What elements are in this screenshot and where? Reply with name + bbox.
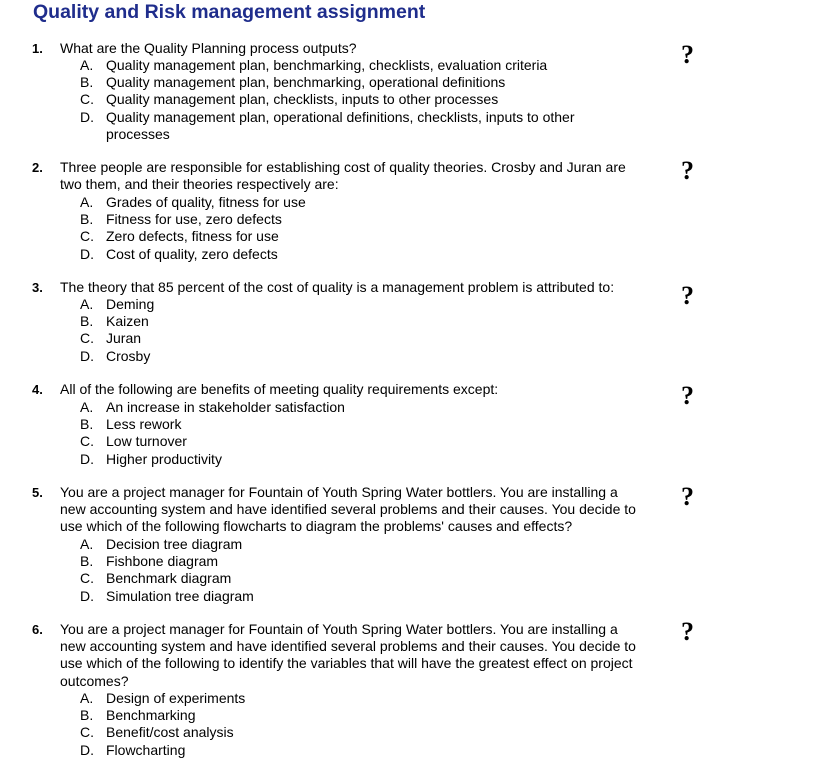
option-letter: C. [80, 228, 94, 245]
option-text: Higher productivity [106, 450, 222, 467]
option-text: Simulation tree diagram [106, 587, 254, 604]
option-text: Cost of quality, zero defects [106, 245, 278, 262]
question-text-line: You are a project manager for Fountain of Youth Spring Water bottlers. You are installing a [60, 484, 618, 500]
question-number: 6. [32, 622, 43, 637]
answer-option-a[interactable] [80, 536, 640, 553]
option-text: Low turnover [106, 433, 187, 450]
answer-option-b[interactable] [80, 211, 640, 228]
answer-option-c[interactable] [80, 91, 640, 108]
option-text: Kaizen [106, 313, 149, 330]
answer-option-d[interactable] [80, 451, 640, 468]
question-text-line: All of the following are benefits of meeting quality requirements except: [60, 381, 499, 397]
option-letter: B. [80, 553, 94, 570]
option-text: Decision tree diagram [106, 536, 243, 552]
question-number: 4. [32, 382, 43, 397]
question-text-line: new accounting system and have identified several problems and their causes. You decide to [60, 501, 636, 518]
question-number: 5. [32, 485, 43, 500]
answer-option-b[interactable] [80, 74, 640, 91]
option-letter: C. [80, 433, 94, 450]
answer-option-c[interactable] [80, 228, 640, 245]
answer-option-b[interactable] [80, 416, 640, 433]
question-number: 2. [32, 160, 43, 175]
question-number: 3. [32, 280, 43, 295]
answer-option-c[interactable] [80, 330, 640, 347]
question-text-line: Three people are responsible for establishing cost of quality theories. Crosby and Juran are [60, 159, 626, 175]
answer-option-b[interactable] [80, 553, 640, 570]
question-text [60, 279, 682, 296]
question-text-line: new accounting system and have identified several problems and their causes. You decide to [60, 638, 636, 655]
answer-option-a[interactable] [80, 296, 640, 313]
answer-option-d[interactable] [80, 348, 640, 365]
option-text: Benchmark diagram [106, 570, 232, 587]
page-title: Quality and Risk management assignment [33, 1, 426, 23]
question-mark-icon[interactable]: ? [681, 381, 694, 410]
option-letter: B. [80, 313, 94, 330]
question-text-line: use which of the following flowcharts to diagram the problems' causes and effects? [60, 518, 573, 535]
question-text [60, 484, 682, 536]
answer-option-d[interactable] [80, 588, 640, 605]
answer-option-c[interactable] [80, 570, 640, 587]
question-text [60, 40, 682, 57]
answer-option-a[interactable] [80, 399, 640, 416]
option-text: Fishbone diagram [106, 553, 219, 570]
question-mark-icon[interactable]: ? [681, 482, 694, 511]
question-text [60, 159, 682, 193]
question-mark-icon[interactable]: ? [681, 617, 694, 646]
option-letter: B. [80, 707, 94, 724]
option-text: Deming [106, 296, 155, 312]
answer-option-d[interactable] [80, 742, 640, 759]
option-letter: C. [80, 91, 94, 108]
option-letter: A. [80, 296, 94, 312]
question-text-line: two them, and their theories respectively are: [60, 176, 339, 193]
question-mark-icon[interactable]: ? [681, 281, 694, 310]
answer-option-d[interactable] [80, 109, 640, 143]
option-letter: C. [80, 570, 94, 587]
option-letter: D. [80, 450, 94, 467]
option-letter: B. [80, 74, 94, 91]
option-letter: A. [80, 57, 94, 73]
option-letter: D. [80, 347, 94, 364]
option-letter: B. [80, 416, 94, 433]
option-letter: D. [80, 245, 94, 262]
option-text: Quality management plan, operational definitions, checklists, inputs to other [106, 108, 575, 125]
question-text-line: outcomes? [60, 672, 129, 689]
option-letter: A. [80, 536, 94, 552]
answer-option-a[interactable] [80, 57, 640, 74]
option-text: Juran [106, 330, 142, 347]
option-letter: A. [80, 194, 94, 210]
option-letter: C. [80, 724, 94, 741]
answer-option-a[interactable] [80, 194, 640, 211]
option-letter: D. [80, 741, 94, 758]
option-text: Quality management plan, benchmarking, operational definitions [106, 74, 506, 91]
question-text-line: The theory that 85 percent of the cost of quality is a management problem is attributed to: [60, 279, 615, 295]
option-text: Less rework [106, 416, 182, 433]
answer-option-b[interactable] [80, 313, 640, 330]
option-letter: A. [80, 399, 94, 415]
answer-option-c[interactable] [80, 433, 640, 450]
option-text-continued: processes [106, 125, 170, 142]
answer-option-c[interactable] [80, 724, 640, 741]
option-text: Benchmarking [106, 707, 196, 724]
option-text: Zero defects, fitness for use [106, 228, 279, 245]
option-text: Flowcharting [106, 741, 186, 758]
answer-option-d[interactable] [80, 246, 640, 263]
option-text: Design of experiments [106, 690, 246, 706]
question-mark-icon[interactable]: ? [681, 40, 694, 69]
answer-option-a[interactable] [80, 690, 640, 707]
question-number: 1. [32, 41, 43, 56]
option-text: Fitness for use, zero defects [106, 211, 282, 228]
option-letter: D. [80, 587, 94, 604]
option-letter: D. [80, 108, 94, 125]
option-text: Benefit/cost analysis [106, 724, 234, 741]
question-text-line: You are a project manager for Fountain of Youth Spring Water bottlers. You are installing a [60, 621, 618, 637]
option-text: Quality management plan, checklists, inputs to other processes [106, 91, 499, 108]
option-text: Quality management plan, benchmarking, checklists, evaluation criteria [106, 57, 548, 73]
option-text: Grades of quality, fitness for use [106, 194, 306, 210]
question-text [60, 381, 682, 398]
option-letter: B. [80, 211, 94, 228]
answer-option-b[interactable] [80, 707, 640, 724]
option-text: Crosby [106, 347, 151, 364]
option-letter: A. [80, 690, 94, 706]
option-letter: C. [80, 330, 94, 347]
question-text-line: use which of the following to identify the variables that will have the greatest effect on project [60, 655, 633, 672]
question-text [60, 621, 682, 690]
option-text: An increase in stakeholder satisfaction [106, 399, 345, 415]
question-text-line: What are the Quality Planning process outputs? [60, 40, 357, 56]
question-mark-icon[interactable]: ? [681, 156, 694, 185]
